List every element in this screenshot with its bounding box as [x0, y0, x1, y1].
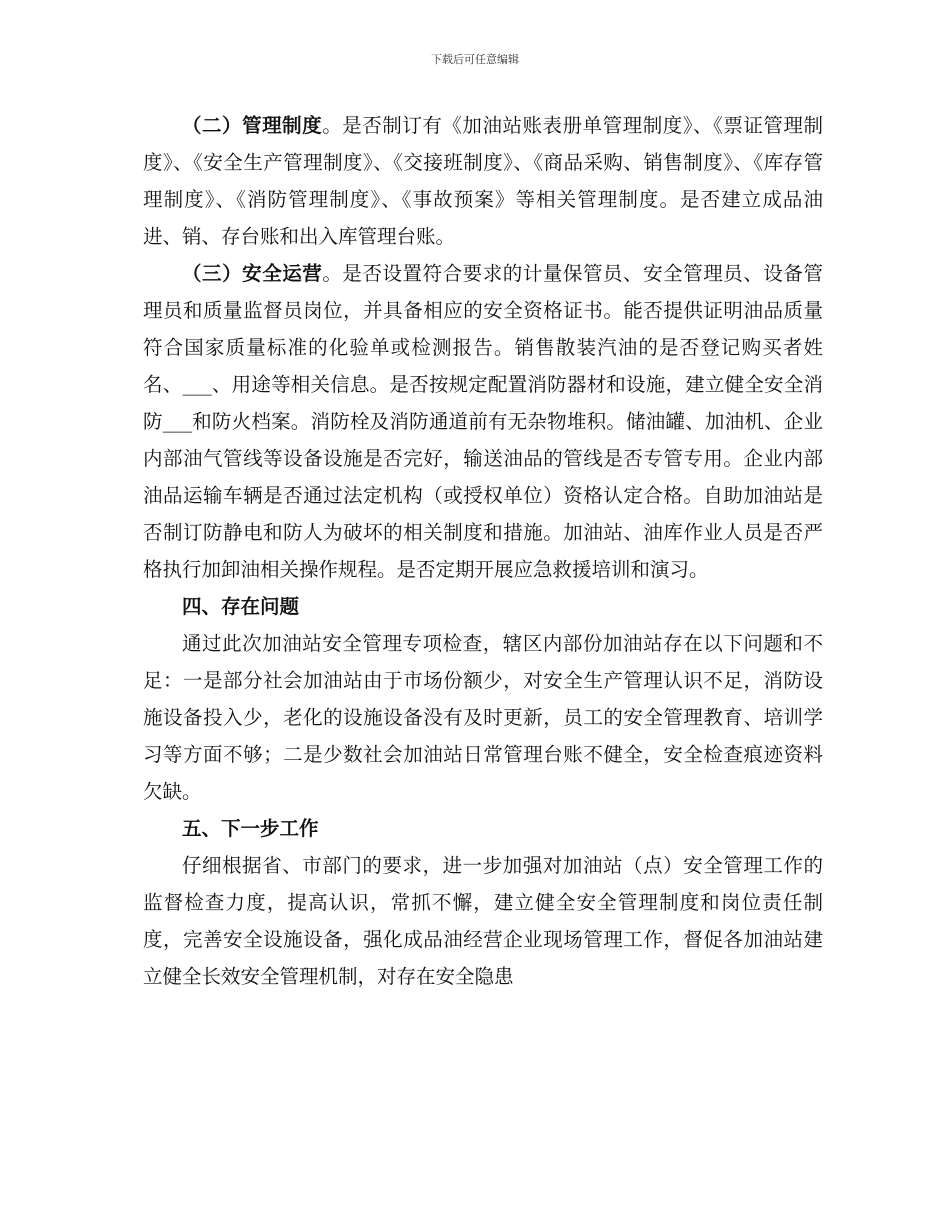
paragraph-text: 。是否制订有《加油站账表册单管理制度》、《票证管理制度》、《安全生产管理制度》、《交接班制度》、《商品采购、销售制度》、《库存管理制度》、《消防管理制度》、《事故预案》等相关管理制度。是否建立成品油进、销、存台账和出入库管理台账。 — [143, 114, 823, 248]
paragraph-management-system — [143, 107, 823, 255]
paragraph-text: 。是否设置符合要求的计量保管员、安全管理员、设备管理员和质量监督员岗位，并具备相应的安全资格证书。能否提供证明油品质量符合国家质量标准的化验单或检测报告。销售散装汽油的是否登记购买者姓名、___、用途等相关信息。是否按规定配置消防器材和设施，建立健全安全消防___和防火档案。消防栓及消防通道前有无杂物堆积。储油罐、加油机、企业内部油气管线等设备设施是否完好，输送油品的管线是否专管专用。企业内部油品运输车辆是否通过法定机构（或授权单位）资格认定合格。自助加油站是否制订防静电和防人为破坏的相关制度和措施。加油站、油库作业人员是否严格执行加卸油相关操作规程。是否定期开展应急救援培训和演习。 — [143, 262, 823, 581]
section-title-problems: 四、存在问题 — [182, 595, 300, 618]
document-body — [143, 107, 823, 995]
section-title-next-steps: 五、下一步工作 — [182, 817, 319, 840]
page-header: 下载后可任意编辑 — [431, 53, 519, 66]
paragraph-heading: （三）安全运营 — [182, 262, 323, 285]
paragraph-problems: 通过此次加油站安全管理专项检查，辖区内部份加油站存在以下问题和不足：一是部分社会加油站由于市场份额少，对安全生产管理认识不足，消防设施设备投入少，老化的设施设备没有及时更新，员工的安全管理教育、培训学习等方面不够；二是少数社会加油站日常管理台账不健全，安全检查痕迹资料欠缺。 — [143, 632, 823, 803]
paragraph-safe-operation — [143, 255, 823, 588]
paragraph-next-steps: 仔细根据省、市部门的要求，进一步加强对加油站（点）安全管理工作的监督检查力度，提高认识，常抓不懈，建立健全安全管理制度和岗位责任制度，完善安全设施设备，强化成品油经营企业现场管理工作，督促各加油站建立健全长效安全管理机制，对存在安全隐患 — [143, 854, 823, 988]
paragraph-heading: （二）管理制度 — [182, 114, 323, 137]
